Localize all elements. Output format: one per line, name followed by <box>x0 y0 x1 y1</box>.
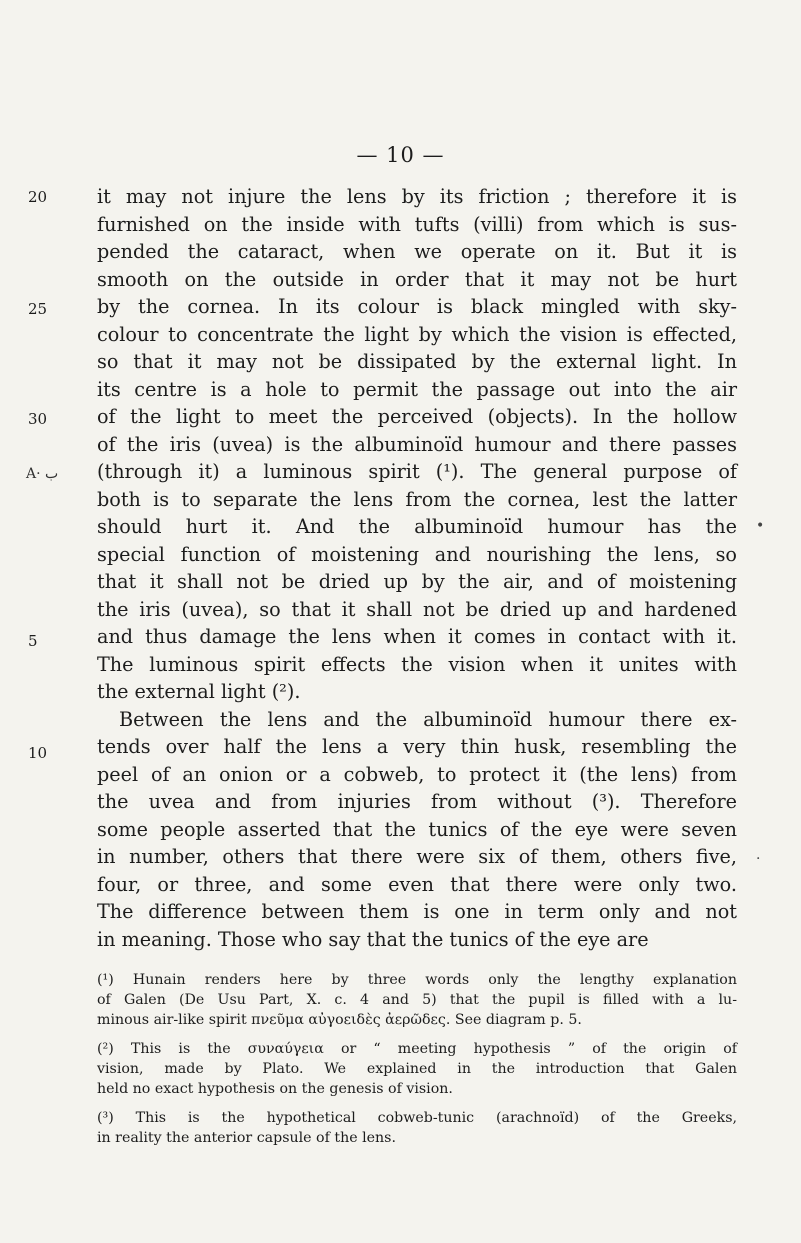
line-number: 10 <box>28 744 48 762</box>
text-line: some people asserted that the tunics of the eye were seven <box>97 817 737 841</box>
footnote-line: held no exact hypothesis on the genesis of vision. <box>97 1081 453 1097</box>
margin-note: A· ب <box>26 466 59 482</box>
footnote-3 <box>97 1108 737 1148</box>
text-line: in meaning. Those who say that the tunics of the eye are <box>97 927 649 951</box>
text-line: should hurt it. And the albuminoïd humour has the <box>97 515 737 538</box>
text-line: both is to separate the lens from the cornea, lest the latter <box>97 487 737 511</box>
text-line: furnished on the inside with tufts (villi) from which is sus- <box>97 212 737 236</box>
text-line: the iris (uvea), so that it shall not be dried up and hardened <box>97 597 737 621</box>
text-line: colour to concentrate the light by which the vision is effected, <box>97 322 737 346</box>
text-line: the uvea and from injuries from without (³). Therefore <box>97 790 737 813</box>
footnote-line: minous air-like spirit πνεῦμα αὐγοειδὲς ἀερῶδες. See diagram p. 5. <box>97 1012 582 1028</box>
footnote-line: in reality the anterior capsule of the lens. <box>97 1130 396 1146</box>
text-line: pended the cataract, when we operate on it. But it is <box>97 240 737 263</box>
margin-dot-mark: · <box>756 851 761 867</box>
footnote-line: of Galen (De Usu Part, X. c. 4 and 5) that the pupil is filled with a lu- <box>97 992 737 1008</box>
text-line: it may not injure the lens by its friction ; therefore it is <box>97 185 737 208</box>
text-line: The difference between them is one in term only and not <box>97 900 737 923</box>
line-number: 20 <box>28 188 48 206</box>
text-line: the external light (²). <box>97 680 301 703</box>
text-line: so that it may not be dissipated by the external light. In <box>97 350 737 373</box>
text-line: four, or three, and some even that there were only two. <box>97 872 737 896</box>
text-line: The luminous spirit effects the vision when it unites with <box>97 652 737 676</box>
line-number: 5 <box>28 632 38 650</box>
line-number: 25 <box>28 300 48 318</box>
footnote-line: vision, made by Plato. We explained in the introduction that Galen <box>97 1061 737 1077</box>
text-line: tends over half the lens a very thin husk, resembling the <box>97 735 737 758</box>
text-line: its centre is a hole to permit the passage out into the air <box>97 377 737 401</box>
page-header: — 10 — <box>356 143 445 167</box>
text-line: (through it) a luminous spirit (¹). The general purpose of <box>97 460 737 483</box>
margin-dot-mark: • <box>756 518 765 534</box>
footnote-2 <box>97 1039 737 1099</box>
line-number: 30 <box>28 410 48 428</box>
footnote-line: (²) This is the συναύγεια or “ meeting hypothesis ” of the origin of <box>97 1041 737 1057</box>
text-line: special function of moistening and nourishing the lens, so <box>97 542 737 566</box>
text-line: peel of an onion or a cobweb, to protect it (the lens) from <box>97 762 737 786</box>
footnote-line: (³) This is the hypothetical cobweb-tunic (arachnoïd) of the Greeks, <box>97 1110 737 1126</box>
text-line: of the iris (uvea) is the albuminoïd humour and there passes <box>97 432 737 456</box>
text-line: smooth on the outside in order that it may not be hurt <box>97 267 737 291</box>
text-line: Between the lens and the albuminoïd humour there ex- <box>119 707 737 731</box>
text-line: by the cornea. In its colour is black mingled with sky- <box>97 295 737 318</box>
text-line: and thus damage the lens when it comes in contact with it. <box>97 625 737 648</box>
text-line: of the light to meet the perceived (objects). In the hollow <box>97 405 737 428</box>
body-text <box>97 183 737 953</box>
text-line: in number, others that there were six of them, others five, <box>97 845 737 868</box>
text-line: that it shall not be dried up by the air, and of moistening <box>97 570 737 593</box>
footnote-line: (¹) Hunain renders here by three words only the lengthy explanation <box>97 972 737 988</box>
footnote-1 <box>97 970 737 1030</box>
footnotes <box>97 970 737 1148</box>
